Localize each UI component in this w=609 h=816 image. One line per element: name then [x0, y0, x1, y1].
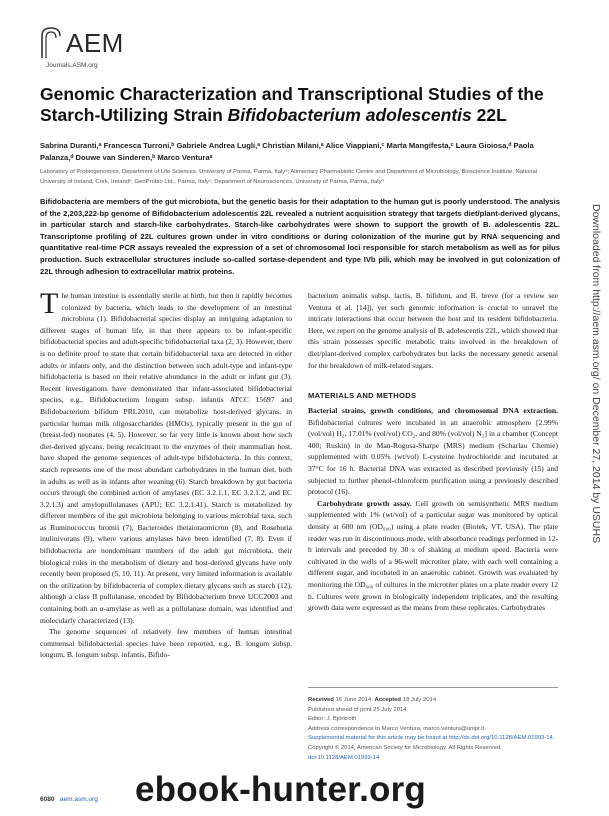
journal-logo	[40, 26, 140, 70]
methods-text-1: Bifidobacterial cultures were incubated in an anaerobic atmosphere [2.99% (vol/vol) H₂, 17.01% (vol/vol) CO₂, and 80% (vol/vol) N₂] in a chamber (Concept 400; Ruskin) in de Man-Rogosa-Sharpe (MRS) medium (Scharlau Chemie) supplemented with 0.05% (wt/vol) L-cysteine hydrochloride and incubated at 37°C for 16 h. Bacterial DNA was extracted as described previously (15) and subjected to further phenol-chloroform purification using a previously described protocol (16).	[308, 417, 558, 497]
received-accepted	[308, 696, 558, 706]
intro-paragraph-1	[40, 287, 292, 626]
journal-site: Journals.ASM.org	[46, 62, 98, 69]
body-column-left	[40, 287, 292, 661]
watermark-text: ebook-hunter.org	[135, 770, 426, 809]
methods-text-2: Cell growth on semisynthetic MRS medium supplemented with 1% (wt/vol) of a particular sugar was monitored by optical density at 600 nm (OD₆₀₀) using a plate reader (Biotek, VT, USA). The plate reader was run in discontinuous mode, with absorbance readings performed in 12-h intervals and preceded by 30 s of shaking at medium speed. Bacteria were cultivated in the wells of a 96-well microtiter plate, with each well containing a different sugar, and incubated in an anaerobic cabinet. Growth was evaluated by monitoring the OD₆₀₀ of cultures in the microtiter plates on a plate reader every 12 h. Cultures were grown in biologically independent triplicates, and the resulting growth data were expressed as the means from these replicates. Carbohydrates	[308, 498, 558, 613]
right-paragraph-1: bacterium animalis subsp. lactis, B. bifidum, and B. breve (for a review see Ventura et al. [14]), yet such genomic information is crucial to unravel the intricate interactions that occur between the host and its resident bifidobacteria. Here, we report on the genome analysis of B. adolescentis 22L, which showed that this strain possesses specific metabolic traits involved in the breakdown of diet/plant-derived complex carbohydrates but lacks the necessary genetic arsenal for the breakdown of milk-related sugars.	[308, 291, 558, 370]
author-list: Sabrina Duranti,ᵃ Francesca Turroni,ᵇ Gabriele Andrea Lugli,ᵃ Christian Milani,ᵃ Alice Viappiani,ᶜ Marta Mangifesta,ᶜ Laura Gioiosa,ᵈ Paola Palanza,ᵈ Douwe van Sinderen,ᵇ Marco Venturaᵃ	[40, 141, 534, 162]
received-date: 16 June 2014	[335, 697, 372, 703]
intro-text-1: he human intestine is essentially sterile at birth, but then it rapidly becomes colonized by bacteria, which leads to the development of an intestinal microbiota (1). Bifidobacterial species display an intriguing adaptation to different stages of human life, in that there appears to be infant-specific bifidobacterial species and adult-specific bifidobacterial taxa (2, 3). However, there is no definite proof to state that certain bifidobacterial taxa are detected in either adults or infants only, and the distinction between such adult-type and infant-type bifidobacteria is based on their relative abundance in the adult or infant gut (3). Recent investigations have demonstrated that infant-associated bifidobacterial species, e.g., Bifidobacterium longum subsp. infantis ATCC 15697 and Bifidobacterium bifidum PRL2010, can metabolize host-derived glycans, in particular human milk oligosaccharides (HMOs), typically present in the gut of (breast-fed) neonates (4, 5). However, so far very little is known about how such diet-derived glycans, being recalcitrant to the enzymes of their mammalian host, have shaped the genome sequences of adult-type bifidobacteria. In this context, starch represents one of the most abundant carbohydrates in the human diet, both in adults as well as in infants after weaning (6). Starch breakdown by gut bacteria occurs through the combined action of amylases (EC 3.2.1.1, EC 3.2.1.2, and EC 3.2.1.3) and amylopullulanases (APU; EC 3.2.1.41). Starch is metabolized by different members of the gut microbiota belonging to various microbial taxa, such as Ruminococcus bromii (7), Bacteroides thetaiotaomicron (8), and Roseburia inulinivorans (9), where various amylases have been identified (7, 8). Even if bifidobacteria are nondominant members of the adult gut microbiota, their biological roles in the metabolism of dietary and host-derived glycans have only recently been proposed (5, 10, 11). At present, very limited information is available on the utilization by bifidobacteria of complex dietary glycans such as starch (12), although a class II pullulanase, encoded by Bifidobacterium breve UCC2003 and containing both an α-amylase as well as a pullulanase domain, was identified and molecularly characterized (13).	[40, 291, 292, 625]
methods-paragraph-2	[308, 498, 558, 614]
title-part1: Genomic Characterization and Transcriptional Studies of the Starch-Utilizing Strain	[40, 84, 544, 125]
watermark	[135, 768, 605, 816]
accepted-label: Accepted	[374, 697, 402, 703]
intro-paragraph-2: The genome sequences of relatively few members of human intestinal commensal bifidobacterial species have been reported, e.g., B. longum subsp. longum, B. longum subsp. infantis, Bifido-	[40, 627, 292, 660]
aem-logo-mark-icon	[40, 26, 62, 60]
editor: Editor: J. Björkroth	[308, 716, 357, 723]
received-label: Received	[308, 697, 334, 703]
body-column-right	[308, 290, 558, 371]
section-heading-methods: MATERIALS AND METHODS	[308, 391, 417, 400]
methods-subhead-1: Bacterial strains, growth conditions, and chromosomal DNA extraction.	[308, 406, 558, 415]
methods-subhead-2: Carbohydrate growth assay.	[317, 498, 412, 508]
journal-logo-text: AEM	[66, 28, 124, 58]
correspondence[interactable]: Address correspondence to Marco Ventura, marco.ventura@unipr.it.	[308, 725, 486, 732]
download-note-text: Downloaded from http://aem.asm.org/ on December 27, 2014 by USUHS	[590, 204, 602, 544]
published-date: Published ahead of print 25 July 2014	[308, 706, 407, 713]
title-species: Bifidobacterium adolescentis	[227, 105, 472, 125]
page-number: 6080	[40, 796, 55, 803]
abstract: Bifidobacteria are members of the gut microbiota, but the genetic basis for their adaptation to the human gut is poorly understood. The analysis of the 2,203,222-bp genome of Bifidobacterium adolescentis 22L revealed a nutrient acquisition strategy that targets diet/plant-derived glycans, in particular starch and starch-like carbohydrates. Starch-like carbohydrates were shown to support the growth of B. adolescentis 22L. Transcriptome profiling of 22L cultures grown under in vitro conditions or during colonization of the murine gut by RNA sequencing and quantitative real-time PCR assays revealed the expression of a set of chromosomal loci responsible for starch metabolism as well as for pilus production. Such extracellular structures include so-called sortase-dependent and type IVb pili, which may be involved in gut colonization of 22L through adhesion to extracellular matrix proteins.	[40, 197, 560, 276]
affiliations: Laboratory of Probiogenomics, Department of Life Sciences, University of Parma, Parma, Italyᵃ; Alimentary Pharmabiotic Centre and Department of Microbiology, Bioscience Institute, National University of Ireland, Cork, Irelandᵇ; GenProbio Ltd., Parma, Italyᶜ; Department of Neurosciences, University of Parma, Parma, Italyᵈ	[40, 169, 538, 185]
methods-paragraph-1	[308, 405, 558, 498]
title-part2: 22L	[471, 105, 507, 125]
article-title	[40, 84, 560, 126]
methods-column	[308, 405, 558, 614]
accepted-date: 18 July 2014	[402, 697, 437, 703]
drop-cap: T	[40, 287, 59, 320]
download-note	[588, 204, 608, 634]
footer-site-link[interactable]: aem.asm.org	[59, 796, 98, 803]
doi-link[interactable]: doi:10.1128/AEM.01993-14	[308, 754, 380, 761]
copyright: Copyright © 2014, American Society for Microbiology. All Rights Reserved.	[308, 744, 502, 751]
supplemental-link[interactable]: Supplemental material for this article may be found at http://dx.doi.org/10.1128/AEM.01993-14.	[308, 735, 555, 742]
